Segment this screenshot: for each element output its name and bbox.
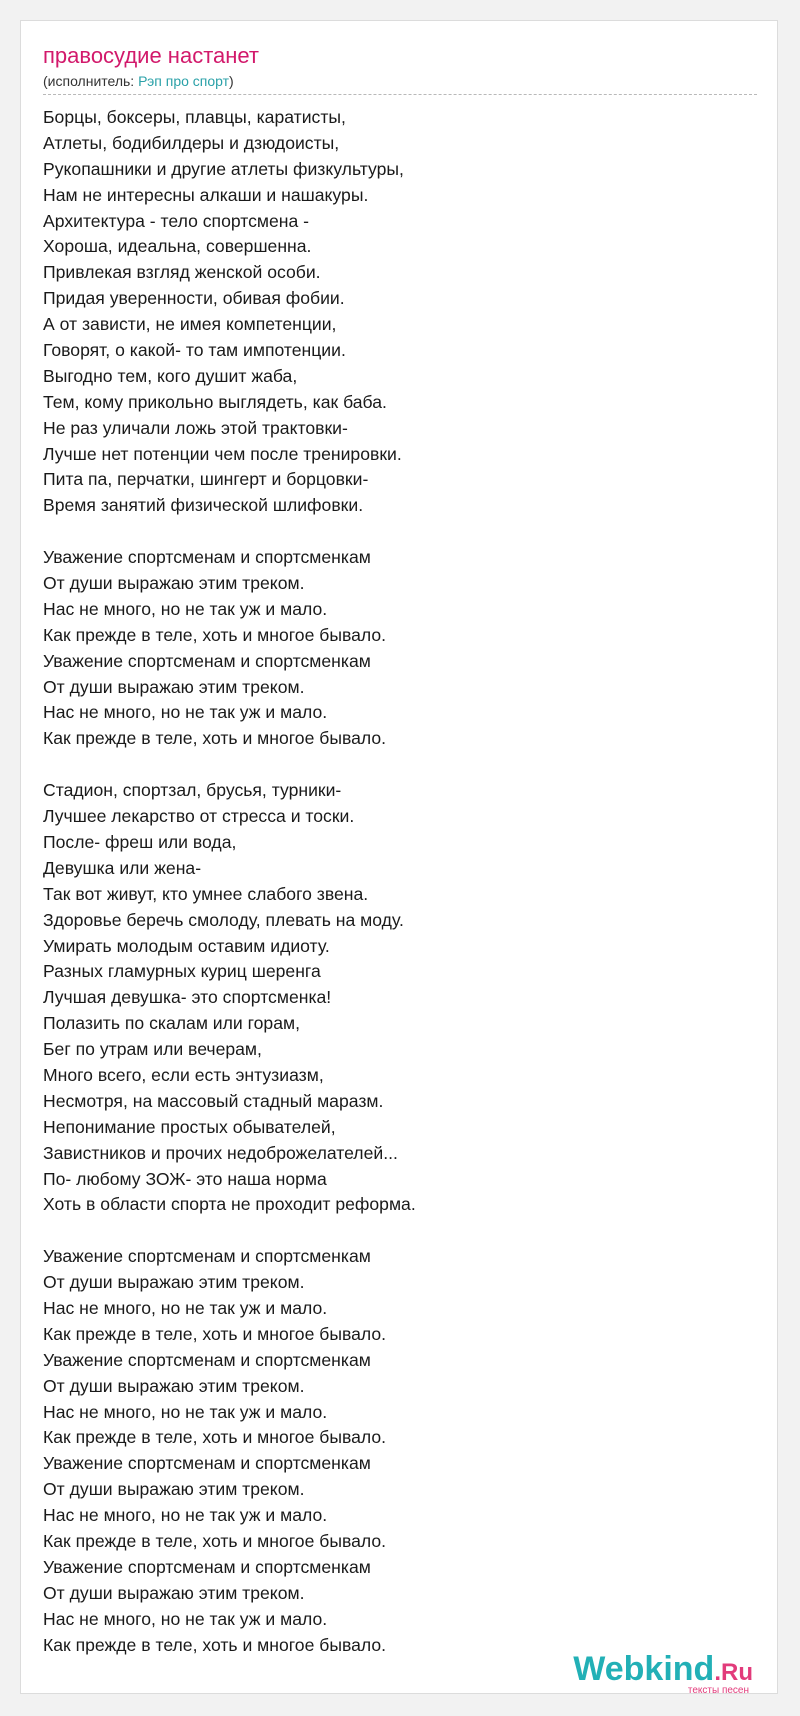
lyric-line: Пита па, перчатки, шингерт и борцовки- [43,469,369,490]
title-divider [43,94,757,95]
lyric-line: Уважение спортсменам и спортсменкам [43,547,371,568]
lyric-line: Нас не много, но не так уж и мало. [43,1608,328,1629]
lyric-line: От души выражаю этим треком. [43,676,305,697]
lyric-line: Придая уверенности, обивая фобии. [43,288,345,309]
lyric-line: Нас не много, но не так уж и мало. [43,702,328,723]
lyric-line: Уважение спортсменам и спортсменкам [43,1453,371,1474]
lyric-line: Несмотря, на массовый стадный маразм. [43,1090,384,1111]
lyric-line: Говорят, о какой- то там импотенции. [43,340,346,361]
performer-prefix: (исполнитель: [43,73,139,89]
lyric-line: Уважение спортсменам и спортсменкам [43,1556,371,1577]
lyric-line: Борцы, боксеры, плавцы, каратисты, [43,107,346,127]
lyric-line: Тем, кому прикольно выглядеть, как баба. [43,391,387,412]
stanza-break [43,1218,757,1244]
lyric-line: Как прежде в теле, хоть и многое бывало. [43,1323,387,1344]
lyric-line: Завистников и прочих недоброжелателей... [43,1142,398,1163]
lyric-line: От души выражаю этим треком. [43,1375,305,1396]
lyric-line: Нам не интересны алкаши и нашакуры. [43,184,369,205]
lyric-line: Лучше нет потенции чем после тренировки. [43,443,402,464]
lyric-line: Уважение спортсменам и спортсменкам [43,1349,371,1370]
site-watermark-logo [553,1649,753,1695]
stanza-break [43,519,757,545]
lyric-line: Как прежде в теле, хоть и многое бывало. [43,728,387,749]
lyric-line: Атлеты, бодибилдеры и дзюдоисты, [43,132,340,153]
lyric-line: После- фреш или вода, [43,831,237,852]
lyric-line: Стадион, спортзал, брусья, турники- [43,780,342,801]
lyric-line: Умирать молодым оставим идиоту. [43,935,330,956]
lyric-line: Не раз уличали ложь этой трактовки- [43,417,348,438]
lyric-line: Здоровье беречь смолоду, плевать на моду. [43,909,404,930]
lyric-line: Лучшее лекарство от стресса и тоски. [43,806,355,827]
lyric-line: Привлекая взгляд женской особи. [43,262,321,283]
lyric-line: Уважение спортсменам и спортсменкам [43,1246,371,1267]
lyric-line: От души выражаю этим треком. [43,573,305,594]
lyric-line: Архитектура - тело спортсмена - [43,210,310,231]
watermark-tagline: тексты песен [687,1685,749,1696]
stanza-break [43,752,757,778]
lyric-line: Полазить по скалам или горам, [43,1013,300,1034]
lyric-line: Нас не много, но не так уж и мало. [43,1401,328,1422]
lyric-line: Как прежде в теле, хоть и многое бывало. [43,1634,387,1655]
lyric-line: Выгодно тем, кого душит жаба, [43,365,298,386]
lyric-line: Как прежде в теле, хоть и многое бывало. [43,1427,387,1448]
lyric-line: Время занятий физической шлифовки. [43,495,364,516]
performer-line [43,72,234,90]
lyric-line: От души выражаю этим треком. [43,1479,305,1500]
watermark-brand: Webkind [573,1650,715,1688]
lyric-line: Так вот живут, кто умнее слабого звена. [43,883,369,904]
watermark-tld: .Ru [714,1659,753,1686]
lyric-line: Непонимание простых обывателей, [43,1116,336,1137]
lyric-line: Уважение спортсменам и спортсменкам [43,650,371,671]
lyrics-card [20,20,778,1694]
lyric-line: Девушка или жена- [43,857,202,878]
lyric-line: От души выражаю этим треком. [43,1272,305,1293]
lyric-line: От души выражаю этим треком. [43,1582,305,1603]
lyrics-text [43,105,757,1658]
lyric-line: Как прежде в теле, хоть и многое бывало. [43,1530,387,1551]
lyric-line: Хороша, идеальна, совершенна. [43,236,312,257]
lyric-line: Разных гламурных куриц шеренга [43,961,321,982]
lyric-line: Нас не много, но не так уж и мало. [43,1297,328,1318]
performer-suffix: ) [229,73,234,89]
lyric-line: Бег по утрам или вечерам, [43,1039,262,1060]
lyric-line: Лучшая девушка- это спортсменка! [43,987,332,1008]
lyric-line: Много всего, если есть энтузиазм, [43,1064,324,1085]
lyric-line: Нас не много, но не так уж и мало. [43,1505,328,1526]
lyric-line: А от зависти, не имея компетенции, [43,314,337,335]
lyric-line: По- любому ЗОЖ- это наша норма [43,1168,327,1189]
lyric-line: Хоть в области спорта не проходит реформа. [43,1194,416,1215]
lyric-line: Нас не много, но не так уж и мало. [43,598,328,619]
lyric-line: Рукопашники и другие атлеты физкультуры, [43,158,404,179]
lyric-line: Как прежде в теле, хоть и многое бывало. [43,624,387,645]
performer-link[interactable]: Рэп про спорт [138,73,230,89]
song-title: правосудие настанет [43,43,259,68]
